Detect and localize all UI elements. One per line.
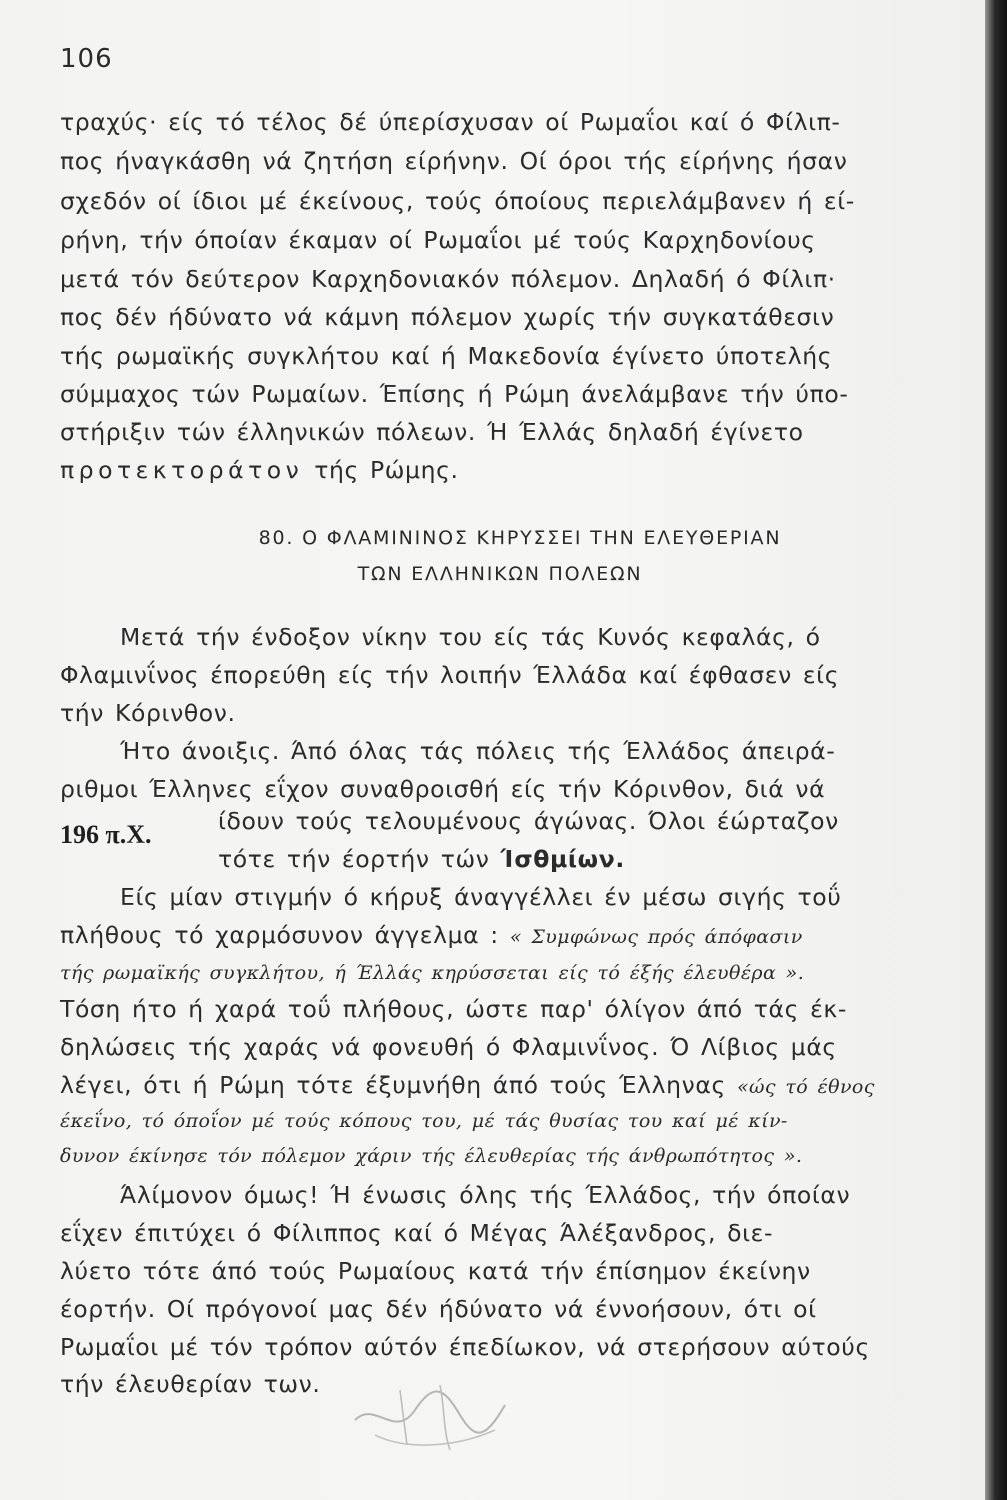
- text-fragment: τότε τήν έορτήν τών: [218, 845, 501, 873]
- text-line: πος ήναγκάσθη νά ζητήση είρήνην. Οί όροι τής είρήνης ήσαν: [60, 147, 848, 175]
- text-line: τραχύς· είς τό τέλος δέ ύπερίσχυσαν οί Ρωμαΐοι καί ό Φίλιπ-: [60, 108, 841, 136]
- text-line: Άλίμονον όμως! Ή ένωσις όλης τής Έλλάδος, τήν όποίαν: [120, 1181, 851, 1209]
- text-line: έορτήν. Οί πρόγονοί μας δέν ήδύνατο νά έννοήσουν, ότι οί: [60, 1295, 817, 1323]
- quote-text: «ώς τό έθνος: [736, 1076, 875, 1098]
- section-heading-line2: ΤΩΝ ΕΛΛΗΝΙΚΩΝ ΠΟΛΕΩΝ: [357, 563, 643, 585]
- text-line: Τόση ήτο ή χαρά τοΰ πλήθους, ώστε παρ' όλίγον άπό τάς έκ-: [60, 995, 847, 1023]
- text-line: μετά τόν δεύτερον Καρχηδονιακόν πόλεμον. Δηλαδή ό Φίλιπ·: [60, 265, 836, 293]
- isthmia-word: Ίσθμίων.: [500, 845, 625, 873]
- text-line: πος δέν ήδύνατο νά κάμνη πόλεμον χωρίς τήν συγκατάθεσιν: [60, 303, 835, 331]
- text-line: Ήτο άνοιξις. Άπό όλας τάς πόλεις τής Έλλάδος άπειρά-: [120, 737, 836, 765]
- text-line: σχεδόν οί ίδιοι μέ έκείνους, τούς όποίους περιελάμβανεν ή εί-: [60, 187, 855, 215]
- margin-date: 196 π.Χ.: [60, 820, 152, 849]
- quote-line: έκεΐνο, τό όποΐον μέ τούς κόπους του, μέ τάς θυσίας του καί μέ κίν-: [60, 1110, 788, 1132]
- text-line: τήν έλευθερίαν των.: [60, 1370, 321, 1398]
- text-line: ριθμοι Έλληνες εΐχον συναθροισθή είς τήν Κόρινθον, διά νά: [60, 775, 826, 803]
- text-line: [60, 1071, 960, 1099]
- text-line: τήν Κόρινθον.: [60, 699, 236, 727]
- text-line: λύετο τότε άπό τούς Ρωμαίους κατά τήν έπίσημον έκείνην: [60, 1257, 811, 1285]
- text-line: τής ρωμαϊκής συγκλήτου καί ή Μακεδονία έγίνετο ύποτελής: [60, 342, 833, 370]
- quote-text: « Συμφώνως πρός άπόφασιν: [509, 926, 803, 948]
- page-number: 106: [60, 44, 113, 74]
- quote-line: τής ρωμαϊκής συγκλήτου, ή Έλλάς κηρύσσεται είς τό έξής έλευθέρα ».: [60, 962, 805, 984]
- text-line: ρήνη, τήν όποίαν έκαμαν οί Ρωμαΐοι μέ τούς Καρχηδονίους: [60, 226, 816, 254]
- text-fragment: λέγει, ότι ή Ρώμη τότε έξυμνήθη άπό τούς Έλληνας: [60, 1071, 737, 1099]
- text-fragment: πλήθους τό χαρμόσυνον άγγελμα :: [60, 921, 510, 949]
- text-line: δηλώσεις τής χαράς νά φονευθή ό Φλαμινΐνος. Ό Λίβιος μάς: [60, 1033, 837, 1061]
- text-line: Φλαμινΐνος έπορεύθη είς τήν λοιπήν Έλλάδα καί έφθασεν είς: [60, 661, 840, 689]
- text-line: ίδουν τούς τελουμένους άγώνας. Όλοι έώρταζον: [218, 807, 839, 835]
- quote-line: δυνον έκίνησε τόν πόλεμον χάριν τής έλευθερίας τής άνθρωπότητος ».: [60, 1145, 803, 1167]
- text-line: στήριξιν τών έλληνικών πόλεων. Ή Έλλάς δηλαδή έγίνετο: [60, 418, 804, 446]
- text-line: σύμμαχος τών Ρωμαίων. Έπίσης ή Ρώμη άνελάμβανε τήν ύπο-: [60, 380, 849, 408]
- text-line: Ρωμαΐοι μέ τόν τρόπον αύτόν έπεδίωκον, νά στερήσουν αύτούς: [60, 1333, 870, 1361]
- text-fragment: τής Ρώμης.: [303, 456, 459, 484]
- section-heading: 80. Ο ΦΛΑΜΙΝΙΝΟΣ ΚΗΡΥΣΣΕΙ ΤΗΝ ΕΛΕΥΘΕΡΙΑΝ: [258, 527, 782, 549]
- spaced-emphasis: προτεκτοράτον: [60, 456, 304, 484]
- text-line: Μετά τήν ένδοξον νίκην του είς τάς Κυνός κεφαλάς, ό: [120, 623, 821, 651]
- text-line: εΐχεν έπιτύχει ό Φίλιππος καί ό Μέγας Άλέξανδρος, διε-: [60, 1219, 774, 1247]
- book-spine-shadow: [985, 0, 1007, 1500]
- handwritten-signature: [345, 1370, 525, 1460]
- text-line: [60, 456, 960, 484]
- text-line: [60, 921, 960, 949]
- text-line: [218, 845, 1007, 873]
- text-line: Είς μίαν στιγμήν ό κήρυξ άναγγέλλει έν μέσω σιγής τοΰ: [120, 883, 842, 911]
